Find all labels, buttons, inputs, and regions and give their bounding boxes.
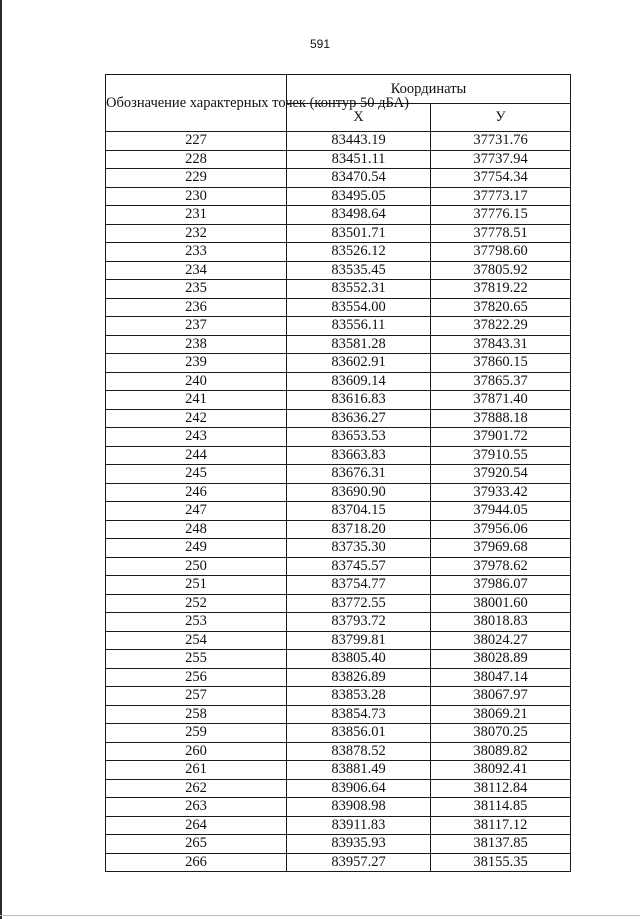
point-id-cell: 262 [106, 779, 287, 798]
table-row [106, 724, 571, 743]
point-id-cell: 256 [106, 668, 287, 687]
x-coordinate-cell: 83535.45 [287, 261, 431, 280]
point-id-cell: 253 [106, 613, 287, 632]
point-id-cell: 228 [106, 150, 287, 169]
table-row [106, 483, 571, 502]
y-coordinate-cell: 37843.31 [431, 335, 571, 354]
table-row [106, 465, 571, 484]
point-id-cell: 232 [106, 224, 287, 243]
x-coordinate-cell: 83602.91 [287, 354, 431, 373]
point-id-cell: 238 [106, 335, 287, 354]
x-coordinate-cell: 83581.28 [287, 335, 431, 354]
x-coordinate-cell: 83526.12 [287, 243, 431, 262]
point-id-cell: 245 [106, 465, 287, 484]
x-coordinate-cell: 83616.83 [287, 391, 431, 410]
point-id-cell: 263 [106, 798, 287, 817]
x-coordinate-cell: 83609.14 [287, 372, 431, 391]
scan-edge-left [0, 0, 2, 919]
x-coordinate-cell: 83908.98 [287, 798, 431, 817]
point-id-cell: 247 [106, 502, 287, 521]
x-coordinate-cell: 83470.54 [287, 169, 431, 188]
y-coordinate-cell: 37933.42 [431, 483, 571, 502]
point-id-cell: 235 [106, 280, 287, 299]
table-row [106, 132, 571, 151]
y-coordinate-cell: 37820.65 [431, 298, 571, 317]
y-coordinate-cell: 38018.83 [431, 613, 571, 632]
table-row [106, 428, 571, 447]
y-coordinate-cell: 37805.92 [431, 261, 571, 280]
point-id-cell: 265 [106, 835, 287, 854]
table-row [106, 354, 571, 373]
x-coordinate-cell: 83745.57 [287, 557, 431, 576]
x-coordinate-cell: 83799.81 [287, 631, 431, 650]
table-row [106, 761, 571, 780]
table-row [106, 631, 571, 650]
y-coordinate-cell: 38092.41 [431, 761, 571, 780]
point-id-cell: 261 [106, 761, 287, 780]
scan-edge-bottom [0, 915, 640, 916]
x-coordinate-cell: 83495.05 [287, 187, 431, 206]
table-row [106, 539, 571, 558]
x-coordinate-cell: 83443.19 [287, 132, 431, 151]
table-row [106, 372, 571, 391]
y-coordinate-cell: 37920.54 [431, 465, 571, 484]
x-coordinate-cell: 83704.15 [287, 502, 431, 521]
x-coordinate-cell: 83690.90 [287, 483, 431, 502]
x-coordinate-cell: 83552.31 [287, 280, 431, 299]
point-id-cell: 266 [106, 853, 287, 872]
x-coordinate-cell: 83653.53 [287, 428, 431, 447]
point-id-cell: 264 [106, 816, 287, 835]
y-coordinate-cell: 37865.37 [431, 372, 571, 391]
x-coordinate-cell: 83554.00 [287, 298, 431, 317]
y-coordinate-cell: 38112.84 [431, 779, 571, 798]
table-row [106, 798, 571, 817]
table-row [106, 150, 571, 169]
point-id-cell: 255 [106, 650, 287, 669]
y-coordinate-cell: 37731.76 [431, 132, 571, 151]
y-coordinate-cell: 38067.97 [431, 687, 571, 706]
coordinates-header: Координаты [287, 75, 571, 104]
x-coordinate-cell: 83663.83 [287, 446, 431, 465]
point-id-cell: 244 [106, 446, 287, 465]
y-coordinate-cell: 38047.14 [431, 668, 571, 687]
x-coordinate-cell: 83556.11 [287, 317, 431, 336]
point-id-cell: 240 [106, 372, 287, 391]
table-row [106, 594, 571, 613]
table-body [106, 132, 571, 872]
table-row [106, 687, 571, 706]
x-coordinate-cell: 83498.64 [287, 206, 431, 225]
point-id-cell: 231 [106, 206, 287, 225]
point-id-cell: 241 [106, 391, 287, 410]
table-row [106, 520, 571, 539]
y-coordinate-cell: 37754.34 [431, 169, 571, 188]
y-coordinate-cell: 37773.17 [431, 187, 571, 206]
x-coordinate-cell: 83676.31 [287, 465, 431, 484]
point-id-cell: 230 [106, 187, 287, 206]
x-coordinate-cell: 83636.27 [287, 409, 431, 428]
x-coordinate-cell: 83935.93 [287, 835, 431, 854]
point-id-cell: 251 [106, 576, 287, 595]
y-coordinate-cell: 38069.21 [431, 705, 571, 724]
table-row [106, 187, 571, 206]
table-row [106, 502, 571, 521]
y-coordinate-cell: 37910.55 [431, 446, 571, 465]
point-id-cell: 248 [106, 520, 287, 539]
point-id-cell: 249 [106, 539, 287, 558]
x-column-header: X [287, 104, 431, 132]
y-coordinate-cell: 38028.89 [431, 650, 571, 669]
point-id-cell: 243 [106, 428, 287, 447]
y-coordinate-cell: 37901.72 [431, 428, 571, 447]
table-row [106, 835, 571, 854]
table-row [106, 280, 571, 299]
x-coordinate-cell: 83772.55 [287, 594, 431, 613]
y-coordinate-cell: 37969.68 [431, 539, 571, 558]
point-id-cell: 236 [106, 298, 287, 317]
table-row [106, 853, 571, 872]
x-coordinate-cell: 83853.28 [287, 687, 431, 706]
point-id-cell: 258 [106, 705, 287, 724]
x-coordinate-cell: 83957.27 [287, 853, 431, 872]
y-coordinate-cell: 37798.60 [431, 243, 571, 262]
point-id-cell: 242 [106, 409, 287, 428]
y-coordinate-cell: 37956.06 [431, 520, 571, 539]
table-row [106, 816, 571, 835]
point-id-cell: 259 [106, 724, 287, 743]
table-row [106, 613, 571, 632]
page-number: 591 [309, 37, 331, 51]
table-row [106, 206, 571, 225]
y-column-header: У [431, 104, 571, 132]
y-coordinate-cell: 38114.85 [431, 798, 571, 817]
y-coordinate-cell: 38024.27 [431, 631, 571, 650]
y-coordinate-cell: 37860.15 [431, 354, 571, 373]
table-row [106, 224, 571, 243]
y-coordinate-cell: 38070.25 [431, 724, 571, 743]
y-coordinate-cell: 37978.62 [431, 557, 571, 576]
point-id-cell: 239 [106, 354, 287, 373]
table-row [106, 557, 571, 576]
point-id-cell: 250 [106, 557, 287, 576]
point-id-cell: 260 [106, 742, 287, 761]
coordinates-table [105, 74, 571, 872]
table-row [106, 391, 571, 410]
table-row [106, 169, 571, 188]
y-coordinate-cell: 37944.05 [431, 502, 571, 521]
table-row [106, 446, 571, 465]
x-coordinate-cell: 83881.49 [287, 761, 431, 780]
y-coordinate-cell: 38155.35 [431, 853, 571, 872]
x-coordinate-cell: 83501.71 [287, 224, 431, 243]
x-coordinate-cell: 83805.40 [287, 650, 431, 669]
point-id-cell: 234 [106, 261, 287, 280]
point-id-cell: 252 [106, 594, 287, 613]
y-coordinate-cell: 37778.51 [431, 224, 571, 243]
point-id-cell: 246 [106, 483, 287, 502]
table-row [106, 335, 571, 354]
x-coordinate-cell: 83718.20 [287, 520, 431, 539]
y-coordinate-cell: 37871.40 [431, 391, 571, 410]
x-coordinate-cell: 83826.89 [287, 668, 431, 687]
point-id-cell: 229 [106, 169, 287, 188]
point-id-cell: 257 [106, 687, 287, 706]
y-coordinate-cell: 38117.12 [431, 816, 571, 835]
point-id-cell: 237 [106, 317, 287, 336]
y-coordinate-cell: 38137.85 [431, 835, 571, 854]
y-coordinate-cell: 37776.15 [431, 206, 571, 225]
x-coordinate-cell: 83856.01 [287, 724, 431, 743]
point-id-cell: 233 [106, 243, 287, 262]
x-coordinate-cell: 83854.73 [287, 705, 431, 724]
point-designation-header: Обозначение характерных точек (контур 50 дБА) [106, 75, 287, 132]
table-row [106, 779, 571, 798]
x-coordinate-cell: 83451.11 [287, 150, 431, 169]
x-coordinate-cell: 83906.64 [287, 779, 431, 798]
x-coordinate-cell: 83911.83 [287, 816, 431, 835]
x-coordinate-cell: 83793.72 [287, 613, 431, 632]
table-row [106, 650, 571, 669]
x-coordinate-cell: 83754.77 [287, 576, 431, 595]
table-row [106, 298, 571, 317]
x-coordinate-cell: 83735.30 [287, 539, 431, 558]
point-id-cell: 227 [106, 132, 287, 151]
y-coordinate-cell: 37888.18 [431, 409, 571, 428]
table-row [106, 668, 571, 687]
table-row [106, 317, 571, 336]
y-coordinate-cell: 37822.29 [431, 317, 571, 336]
y-coordinate-cell: 37737.94 [431, 150, 571, 169]
table-row [106, 261, 571, 280]
y-coordinate-cell: 37819.22 [431, 280, 571, 299]
x-coordinate-cell: 83878.52 [287, 742, 431, 761]
y-coordinate-cell: 38001.60 [431, 594, 571, 613]
table-row [106, 742, 571, 761]
table-row [106, 243, 571, 262]
table-row [106, 409, 571, 428]
table-row [106, 705, 571, 724]
table-row [106, 576, 571, 595]
y-coordinate-cell: 38089.82 [431, 742, 571, 761]
y-coordinate-cell: 37986.07 [431, 576, 571, 595]
point-id-cell: 254 [106, 631, 287, 650]
